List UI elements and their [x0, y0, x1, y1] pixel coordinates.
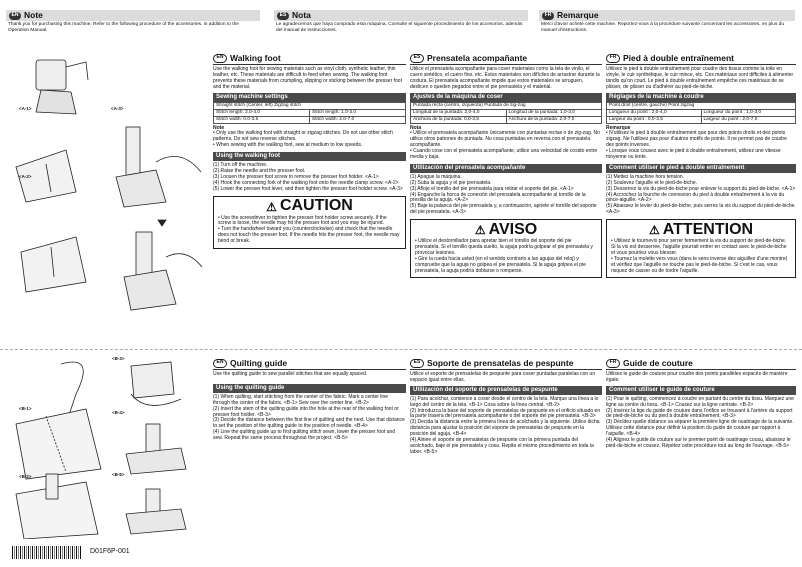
quilting-guide-fr-title: FR Guide de couture [606, 357, 796, 369]
barcode [12, 546, 82, 559]
note-en: EN Note Thank you for purchasing this machine. Refer to the following procedure of the accessories, in addition to the Operation Manual. [6, 10, 260, 34]
walking-foot-en-steps: (1) Turn off the machine. (2) Raise the needle and the presser foot. (3) Loosen the presser foot screw to remove the presser foot holder. <A-1> (4) Hook the connecting fork of the walking foot onto the needle clamp screw. <A-2> (5) Lower the presser foot lever, and then tighten the presser foot holder screw. <A-3> [213, 162, 403, 192]
note-fr-header: FR Remarque [539, 10, 795, 21]
note-es-header: ES Nota [274, 10, 528, 21]
walking-foot-fr: FR Pied à double entraînement Utilisez le pied à double entraînement pour coudre des tissus comme la toile en vinyle, le cuir synthétique, le cuir mince, etc. Ces matériaux sont difficiles à alimenter tandis qu'on coud. Le pied à double entraînement empêche ces matériaux de se plisser, de glisser ou d'adhérer au pied-de-biche. Réglages de la machine à coudre Point droit (centre, gauche) Point zigzag Longueur du point : 2,0-4,0 Longueur du point : 1,0-3,0 Largeur du point : 0,0-3,5 Largeur du point : 2,0-7,0 Remarque • N'utilisez le pied à double entraînement que pour des points droits et des points zigzag. Ne l'utilisez pas pour d'autres motifs de points. Il ne permet pas de coudre des points inverses. • Lorsque vous cousez avec le pied à double entraînement, utilisez une vitesse moyenne ou lente. Comment utiliser le pied à double entraînement (1) Mettez la machine hors tension. (2) Soulevez l'aiguille et le pied-de-biche. (3) Desserrez la vis du pied-de-biche pour enlever le support du pied-de-biche. <A-1> (4) Accrochez la fourche de connexion du pied à double entraînement à la vis du pince-aiguille. <A-2> (5) Abaissez le levier du pied-de-biche, puis serrez la vis du support du pied-de-biche. <A-3> ⚠ ATTENTION • Utilisez le tournevis pour serrer fermement la vis du support de pied-de-biche. Si la vis est desserrée, l'aiguille pourrait entrer en contact avec le pied-de-biche et vous pourriez vous blesser. • Tournez la molette vers vous (dans le sens inverse des aiguilles d'une montre) et vérifiez que l'aiguille ne touche pas le pied-de-biche. Si c'est le cas, vous risquez de casser ou de tordre l'aiguille. [606, 52, 796, 278]
walking-foot-es-settings-table: Puntada recta (centro, izquierda) Puntada de zig-zag Longitud de la puntada: 2,0-4,0 Longitud de la puntada: 1,0-3,0 Anchura de la puntada: 0,0-3,5 Anchura de la puntada: 2,0-7,0 [410, 102, 602, 124]
quilting-guide-illustrations: <B-3> <B-1> <B-4> <B-2> <B-5> [6, 354, 206, 539]
note-en-header: EN Note [6, 10, 260, 21]
quilting-guide-es-steps: (1) Para acolchar, comience a coser desde el centro de la tela. Marque una línea a lo largo del centro de la tela. <B-1> Cosa sobre la línea central. <B-2> (2) Introduzca la base del soporte de prensatelas de pespunte en el orificio situado en la parte trasera del prensatela acompañante o del soporte del pie prensatela. <B-3> (3) Decida la distancia entre la primera línea de acolchado y la siguiente. Utilice dicha distancia para ajustar la posición del soporte de prensatelas de pespunte en la posición del aguja. <B-4> (4) Alinee el soporte de prensatelas de pespunte con la primera puntada del acolchado, baje el pie prensatela y cosa. Repita el mismo procedimiento en toda la labor. <B-5> [410, 395, 601, 455]
document-code: D01F6P-001 [90, 548, 130, 555]
walking-foot-fr-steps: (1) Mettez la machine hors tension. (2) Soulevez l'aiguille et le pied-de-biche. (3) Desserrez la vis du pied-de-biche pour enlever le support du pied-de-biche. <A-1> (4) Accrochez la fourche de connexion du pied à double entraînement à la vis du pince-aiguille. <A-2> (5) Abaissez le levier du pied-de-biche, puis serrez la vis du support du pied-de-biche. <A-3> [606, 173, 796, 216]
walking-foot-fr-settings-table: Point droit (centre, gauche) Point zigzag Longueur du point : 2,0-4,0 Longueur du point : 1,0-3,0 Largeur du point : 0,0-3,5 Largeur du point : 2,0-7,0 [606, 102, 796, 124]
walking-foot-en: EN Walking foot Use the walking foot for sewing materials such as vinyl cloth, synthetic leather, thin leather, etc. These materials are difficult to feed when sewing. The walking foot prevents these materials from crumpling, slipping or sticking between the presser foot and the material. Sewing machine settings Straight stitch (Center, left) Zigzag stitch Stitch length: 2.0-4.0 Stitch length: 1.0-3.0 Stitch width: 0.0-3.5 Stitch width: 2.0-7.0 Note • Only use the walking foot with straight or zigzag stitches. Do not use other stitch patterns. Do not sew reverse stitches. • When sewing with the walking foot, sew at medium to low speeds. Using the walking foot (1) Turn off the machine. (2) Raise the needle and the presser foot. (3) Loosen the presser foot screw to remove the presser foot holder. <A-1> (4) Hook the connecting fork of the walking foot onto the needle clamp screw. <A-2> (5) Lower the presser foot lever, and then tighten the presser foot holder screw. <A-3> ⚠ CAUTION • Use the screwdriver to tighten the presser foot holder screw securely. If the screw is loose, the needle may hit the presser foot and you may be injured. • Turn the handwheel toward you (counterclockwise) and check that the needle does not touch the presser foot. If the needle hits the presser foot, the needle may bend or break. [213, 52, 406, 249]
quilting-guide-es: ES Soporte de prensatelas de pespunte Utilice el soporte de prensatelas de pespunte para coser puntadas paralelas con un espacio igual entre ellas. Utilización del soporte de prensatelas de pespunte (1) Para acolchar, comience a coser desde el centro de la tela. Marque una línea a lo largo del centro de la tela. <B-1> Cosa sobre la línea central. <B-2> (2) Introduzca la base del soporte de prensatelas de pespunte en el orificio situado en la parte trasera del prensatela acompañante o del soporte del pie prensatela. <B-3> (3) Decida la distancia entre la primera línea de acolchado y la siguiente. Utilice dicha distancia para ajustar la posición del soporte de prensatelas de pespunte en la posición del aguja. <B-4> (4) Alinee el soporte de prensatelas de pespunte con la primera puntada del acolchado, baje el pie prensatela y cosa. Repita el mismo procedimiento en toda la labor. <B-5> [410, 357, 601, 455]
walking-foot-es: ES Prensatela acompañante Utilice el prensatela acompañante para coser materiales como la tela de vinilo, el cuero sintético, el cuero fino, etc. Estos materiales son difíciles de arrastrar durante la costura. El prensatela acompañante impide que estos materiales se arruguen, deslicen o queden pegados entre el pie prensatela y el material. Ajustes de la máquina de coser Puntada recta (centro, izquierda) Puntada de zig-zag Longitud de la puntada: 2,0-4,0 Longitud de la puntada: 1,0-3,0 Anchura de la puntada: 0,0-3,5 Anchura de la puntada: 2,0-7,0 Nota • Utilice el prensatela acompañante únicamente con puntadas rectas o de zig-zag. No utilice otros patrones de puntada. No cosa puntadas en reversa con el prensatela acompañante. • Cuando cose con el prensatela acompañante, utilice una velocidad de cosido entre media y baja. Utilización del prensatela acompañante (1) Apague la máquina. (2) Suba la aguja y el pie prensatela. (3) Afloje el tornillo del pie prensatela para retirar el soporte del pie. <A-1> (4) Enganche la horca de conexión del prensatela acompañante al tornillo de la presilla de la aguja. <A-2> (5) Baje la palanca del pie prensatela y, a continuación, apriete el tornillo del soporte del pie prensatela. <A-3> ⚠ AVISO • Utilice el destornillador para apretar bien el tornillo del soporte del pie prensatela. Si el tornillo queda suelto, la aguja podría golpear el pie prensatela y provocar lesiones. • Gire la rueda hacia usted (en el sentido contrario a las agujas del reloj) y compruebe que la aguja no golpea el pie prensatela. Si la aguja golpea el pie prensatela, la aguja podría doblarse o romperse. [410, 52, 602, 278]
warning-icon: ⚠ [648, 223, 660, 238]
quilting-guide-en-steps: (1) When quilting, start stitching from the center of the fabric. Mark a center line through the center of the fabric. <B-1> Sew over the center line. <B-2> (2) Insert the stem of the quilting guide into the hole at the rear of the walking foot or presser foot holder. <B-3> (3) Decide the distance between the first line of quilting and the next. Use that distance to set the position of the quilting guide to the position of needle. <B-4> (4) Line the quilting guide up to first quilting stitch sewn, lower the presser foot and sew. Repeat the same process throughout the project. <B-5> [213, 393, 405, 442]
walking-foot-fr-title: FR Pied à double entraînement [606, 52, 796, 64]
caution-box-en: ⚠ CAUTION • Use the screwdriver to tighten the presser foot holder screw securely. If the screw is loose, the needle may hit the presser foot and you may be injured. • Turn the handwheel toward you (counterclockwise) and check that the needle does not touch the presser foot. If the needle hits the presser foot, the needle may bend or break. [213, 196, 406, 249]
quilting-guide-fr: FR Guide de couture Utilisez le guide de couture pour coudre des points parallèles espacés de manière égale. Comment utiliser le guide de couture (1) Pour le quilting, commencez à coudre en partant du centre du tissu. Marquez une ligne au centre du tissu. <B-1> Cousez sur la ligne centrale. <B-2> (2) Insérez la tige du guide de couture dans l'orifice se trouvant à l'arrière du support de pied-de-biche ou du pied à double entraînement. <B-3> (3) Décidez quelle distance va séparer la première ligne de ouatinage de la suivante. Utilisez cette distance pour définir la position du guide de couture par rapport à l'aiguille. <B-4> (4) Alignez le guide de couture sur le premier point de ouatinage cousu, abaissez le pied-de-biche et cousez. Répétez cette procédure tout au long de l'ouvrage. <B-5> [606, 357, 796, 450]
warning-icon: ⚠ [474, 223, 486, 238]
walking-foot-drawing [6, 52, 206, 342]
quilting-guide-es-title: ES Soporte de prensatelas de pespunte [410, 357, 602, 369]
quilting-guide-en: EN Quilting guide Use the quilting guide to sew parallel stitches that are equally spaced. Using the quilting guide (1) When quilting, start stitching from the center of the fabric. Mark a center line through the center of the fabric. <B-1> Sew over the center line. <B-2> (2) Insert the stem of the quilting guide into the hole at the rear of the walking foot or presser foot holder. <B-3> (3) Decide the distance between the first line of quilting and the next. Use that distance to set the position of the quilting guide to the position of needle. <B-4> (4) Line the quilting guide up to first quilting stitch sewn, lower the presser foot and sew. Repeat the same process throughout the project. <B-5> [213, 357, 405, 442]
walking-foot-es-steps: (1) Apague la máquina. (2) Suba la aguja y el pie prensatela. (3) Afloje el tornillo del pie prensatela para retirar el soporte del pie. <A-1> (4) Enganche la horca de conexión del prensatela acompañante al tornillo de la presilla de la aguja. <A-2> (5) Baje la palanca del pie prensatela y, a continuación, apriete el tornillo del soporte del pie prensatela. <A-3> [410, 173, 597, 216]
fold-divider [0, 349, 802, 350]
quilting-guide-drawing [6, 354, 206, 539]
walking-foot-es-title: ES Prensatela acompañante [410, 52, 602, 64]
note-es: ES Nota Le agradecemos que haya comprado esta máquina. Consulte el siguiente procedimiento de los accesorios, además del manual de instrucciones. [274, 10, 528, 34]
caution-box-es: ⚠ AVISO • Utilice el destornillador para apretar bien el tornillo del soporte del pie prensatela. Si el tornillo queda suelto, la aguja podría golpear el pie prensatela y provocar lesiones. • Gire la rueda hacia usted (en el sentido contrario a las agujas del reloj) y compruebe que la aguja no golpea el pie prensatela. Si la aguja golpea el pie prensatela, la aguja podría doblarse o romperse. [410, 219, 602, 278]
walking-foot-illustrations: <A-1> <A-3> <A-2> [6, 52, 206, 342]
warning-icon: ⚠ [266, 199, 277, 214]
note-fr: FR Remarque Merci d'avoir acheté cette machine. Reportez-vous à la procédure suivante concernant les accessoires, en plus du manuel d'instructions. [539, 10, 795, 34]
walking-foot-en-settings-table: Straight stitch (Center, left) Zigzag stitch Stitch length: 2.0-4.0 Stitch length: 1.0-3.0 Stitch width: 0.0-3.5 Stitch width: 2.0-7.0 [213, 102, 406, 124]
walking-foot-en-title: EN Walking foot [213, 52, 406, 64]
caution-box-fr: ⚠ ATTENTION • Utilisez le tournevis pour serrer fermement la vis du support de pied-de-biche. Si la vis est desserrée, l'aiguille pourrait entrer en contact avec le pied-de-biche et vous pourriez vous blesser. • Tournez la molette vers vous (dans le sens inverse des aiguilles d'une montre) et vérifiez que l'aiguille ne touche pas le pied-de-biche. Si c'est le cas, vous risquez de casser ou de tordre l'aiguille. [606, 219, 796, 278]
quilting-guide-en-title: EN Quilting guide [213, 357, 406, 369]
quilting-guide-fr-steps: (1) Pour le quilting, commencez à coudre en partant du centre du tissu. Marquez une ligne au centre du tissu. <B-1> Cousez sur la ligne centrale. <B-2> (2) Insérez la tige du guide de couture dans l'orifice se trouvant à l'arrière du support de pied-de-biche ou du pied à double entraînement. <B-3> (3) Décidez quelle distance va séparer la première ligne de ouatinage de la suivante. Utilisez cette distance pour définir la position du guide de couture par rapport à l'aiguille. <B-4> (4) Alignez le guide de couture sur le premier point de ouatinage cousu, abaissez le pied-de-biche et cousez. Répétez cette procédure tout au long de l'ouvrage. <B-5> [606, 395, 794, 449]
